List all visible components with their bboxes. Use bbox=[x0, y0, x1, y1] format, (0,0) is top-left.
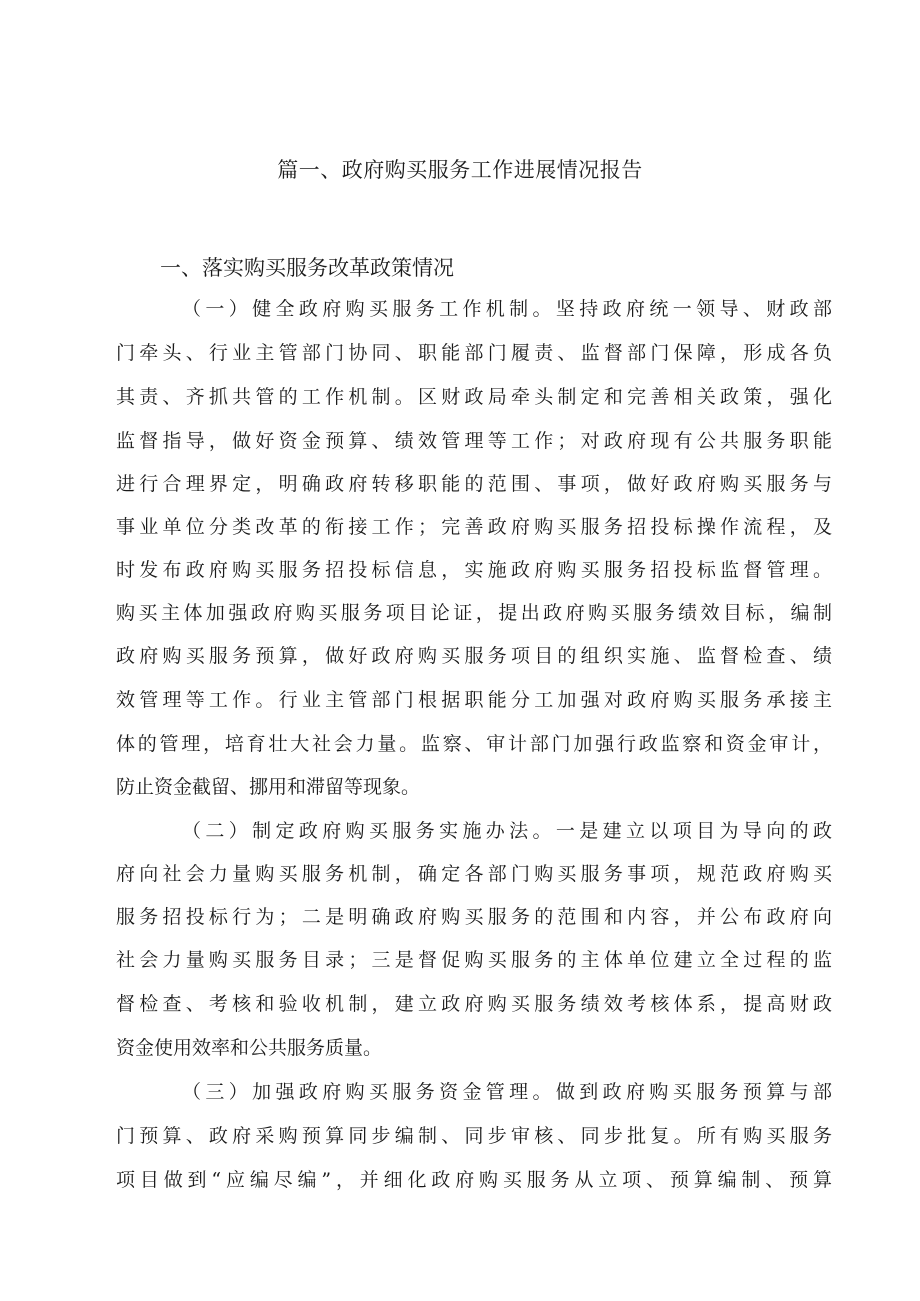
paragraph-line: 进行合理界定，明确政府转移职能的范围、事项，做好政府购买服务与 bbox=[116, 473, 832, 495]
paragraph-line: 府向社会力量购买服务机制，确定各部门购买服务事项，规范政府购买 bbox=[116, 863, 832, 885]
paragraph-line: 门预算、政府采购预算同步编制、同步审核、同步批复。所有购买服务 bbox=[116, 1125, 832, 1147]
paragraph-line: （一）健全政府购买服务工作机制。坚持政府统一领导、财政部 bbox=[182, 298, 832, 320]
paragraph-line: 体的管理，培育壮大社会力量。监察、审计部门加强行政监察和资金审计， bbox=[116, 733, 832, 755]
paragraph-line: 政府购买服务预算，做好政府购买服务项目的组织实施、监督检查、绩 bbox=[116, 645, 832, 667]
paragraph-line: 项目做到“应编尽编”，并细化政府购买服务从立项、预算编制、预算 bbox=[116, 1169, 832, 1191]
paragraph-line: 门牵头、行业主管部门协同、职能部门履责、监督部门保障，形成各负 bbox=[116, 342, 832, 364]
section-heading: 一、落实购买服务改革政策情况 bbox=[160, 256, 454, 280]
paragraph-line: （二）制定政府购买服务实施办法。一是建立以项目为导向的政 bbox=[182, 820, 832, 842]
paragraph-line: 社会力量购买服务目录；三是督促购买服务的主体单位建立全过程的监 bbox=[116, 949, 832, 971]
document-title: 篇一、政府购买服务工作进展情况报告 bbox=[277, 158, 643, 182]
paragraph-line: 事业单位分类改革的衔接工作；完善政府购买服务招投标操作流程，及 bbox=[116, 516, 832, 538]
paragraph-line: 督检查、考核和验收机制，建立政府购买服务绩效考核体系，提高财政 bbox=[116, 993, 832, 1015]
paragraph-line: 防止资金截留、挪用和滞留等现象。 bbox=[116, 776, 421, 798]
paragraph-line: 监督指导，做好资金预算、绩效管理等工作；对政府现有公共服务职能 bbox=[116, 430, 832, 452]
paragraph-line: 效管理等工作。行业主管部门根据职能分工加强对政府购买服务承接主 bbox=[116, 689, 832, 711]
paragraph-line: 服务招投标行为；二是明确政府购买服务的范围和内容，并公布政府向 bbox=[116, 906, 832, 928]
paragraph-line: 时发布政府购买服务招投标信息，实施政府购买服务招投标监督管理。 bbox=[116, 559, 832, 581]
paragraph-line: 其责、齐抓共管的工作机制。区财政局牵头制定和完善相关政策，强化 bbox=[116, 386, 832, 408]
paragraph-line: （三）加强政府购买服务资金管理。做到政府购买服务预算与部 bbox=[182, 1081, 832, 1103]
paragraph-line: 购买主体加强政府购买服务项目论证，提出政府购买服务绩效目标，编制 bbox=[116, 602, 832, 624]
paragraph-line: 资金使用效率和公共服务质量。 bbox=[116, 1037, 383, 1059]
